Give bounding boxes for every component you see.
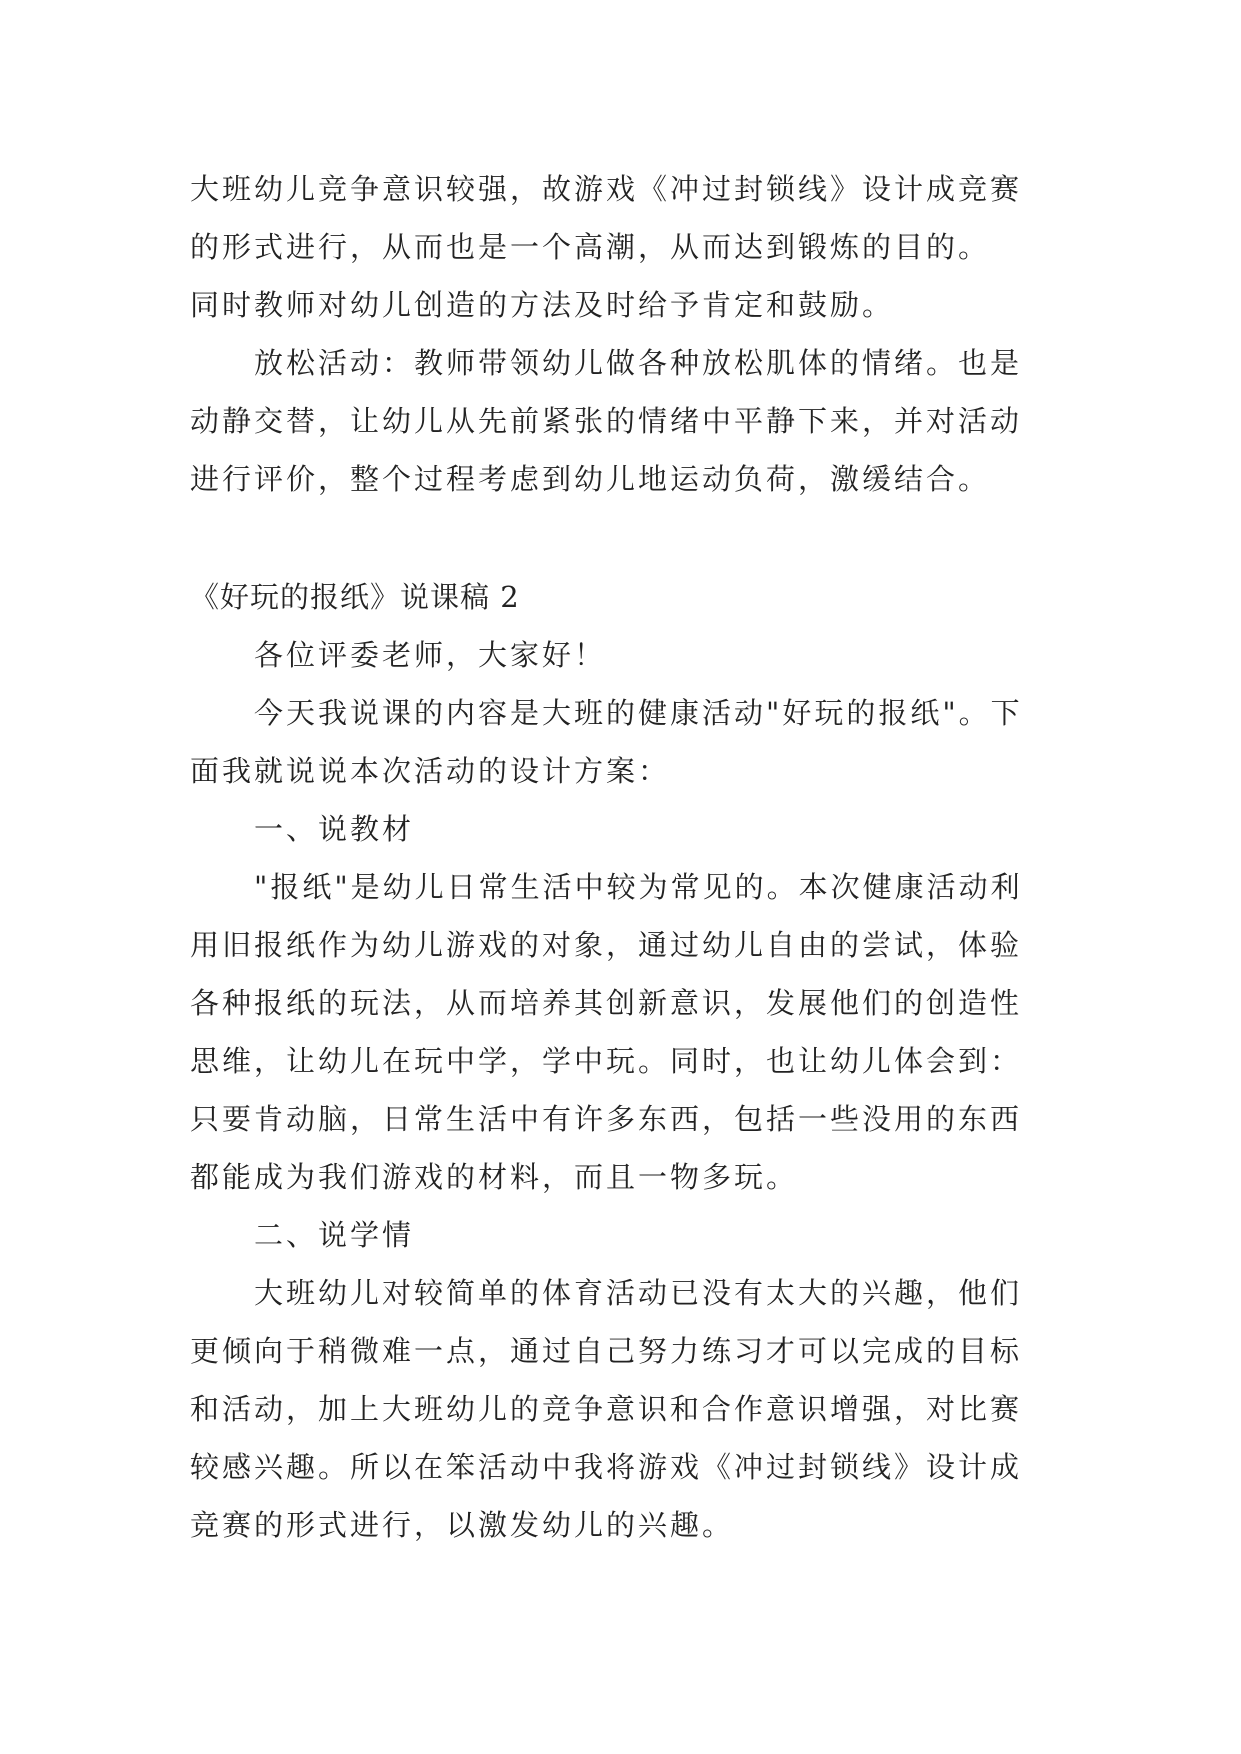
- subheading-teaching-material: 一、说教材: [254, 812, 415, 846]
- section-continued-text: [190, 160, 1052, 508]
- paragraph-line: 思维，让幼儿在玩中学，学中玩。同时，也让幼儿体会到：: [190, 1044, 1023, 1078]
- paragraph-line: 都能成为我们游戏的材料，而且一物多玩。: [190, 1160, 799, 1194]
- paragraph-line: 竞赛的形式进行，以激发幼儿的兴趣。: [190, 1508, 735, 1542]
- paragraph-line: 更倾向于稍微难一点，通过自己努力练习才可以完成的目标: [190, 1334, 1023, 1368]
- paragraph-line: 大班幼儿对较简单的体育活动已没有太大的兴趣，他们: [254, 1276, 1023, 1310]
- paragraph-line: 的形式进行，从而也是一个高潮，从而达到锻炼的目的。: [190, 230, 991, 264]
- paragraph-line: 用旧报纸作为幼儿游戏的对象，通过幼儿自由的尝试，体验: [190, 928, 1023, 962]
- greeting-line: 各位评委老师，大家好！: [254, 638, 607, 672]
- paragraph-line: 较感兴趣。所以在笨活动中我将游戏《冲过封锁线》设计成: [190, 1450, 1023, 1484]
- paragraph-line: 放松活动：教师带领幼儿做各种放松肌体的情绪。也是: [254, 346, 1023, 380]
- paragraph-line: 大班幼儿竞争意识较强，故游戏《冲过封锁线》设计成竞赛: [190, 172, 1023, 206]
- paragraph-line: "报纸"是幼儿日常生活中较为常见的。本次健康活动利: [254, 870, 1023, 904]
- paragraph-line: 各种报纸的玩法，从而培养其创新意识，发展他们的创造性: [190, 986, 1023, 1020]
- paragraph-line: 今天我说课的内容是大班的健康活动"好玩的报纸"。下: [254, 696, 1023, 730]
- section-title: 《好玩的报纸》说课稿 2: [190, 580, 520, 614]
- subheading-learner-analysis: 二、说学情: [254, 1218, 415, 1252]
- paragraph-line: 动静交替，让幼儿从先前紧张的情绪中平静下来，并对活动: [190, 404, 1023, 438]
- paragraph-line: 和活动，加上大班幼儿的竞争意识和合作意识增强，对比赛: [190, 1392, 1023, 1426]
- paragraph-line: 同时教师对幼儿创造的方法及时给予肯定和鼓励。: [190, 288, 895, 322]
- section-lesson-plan-2: [190, 568, 1052, 1554]
- paragraph-line: 进行评价，整个过程考虑到幼儿地运动负荷，激缓结合。: [190, 462, 991, 496]
- paragraph-line: 只要肯动脑，日常生活中有许多东西，包括一些没用的东西: [190, 1102, 1023, 1136]
- paragraph-line: 面我就说说本次活动的设计方案：: [190, 754, 671, 788]
